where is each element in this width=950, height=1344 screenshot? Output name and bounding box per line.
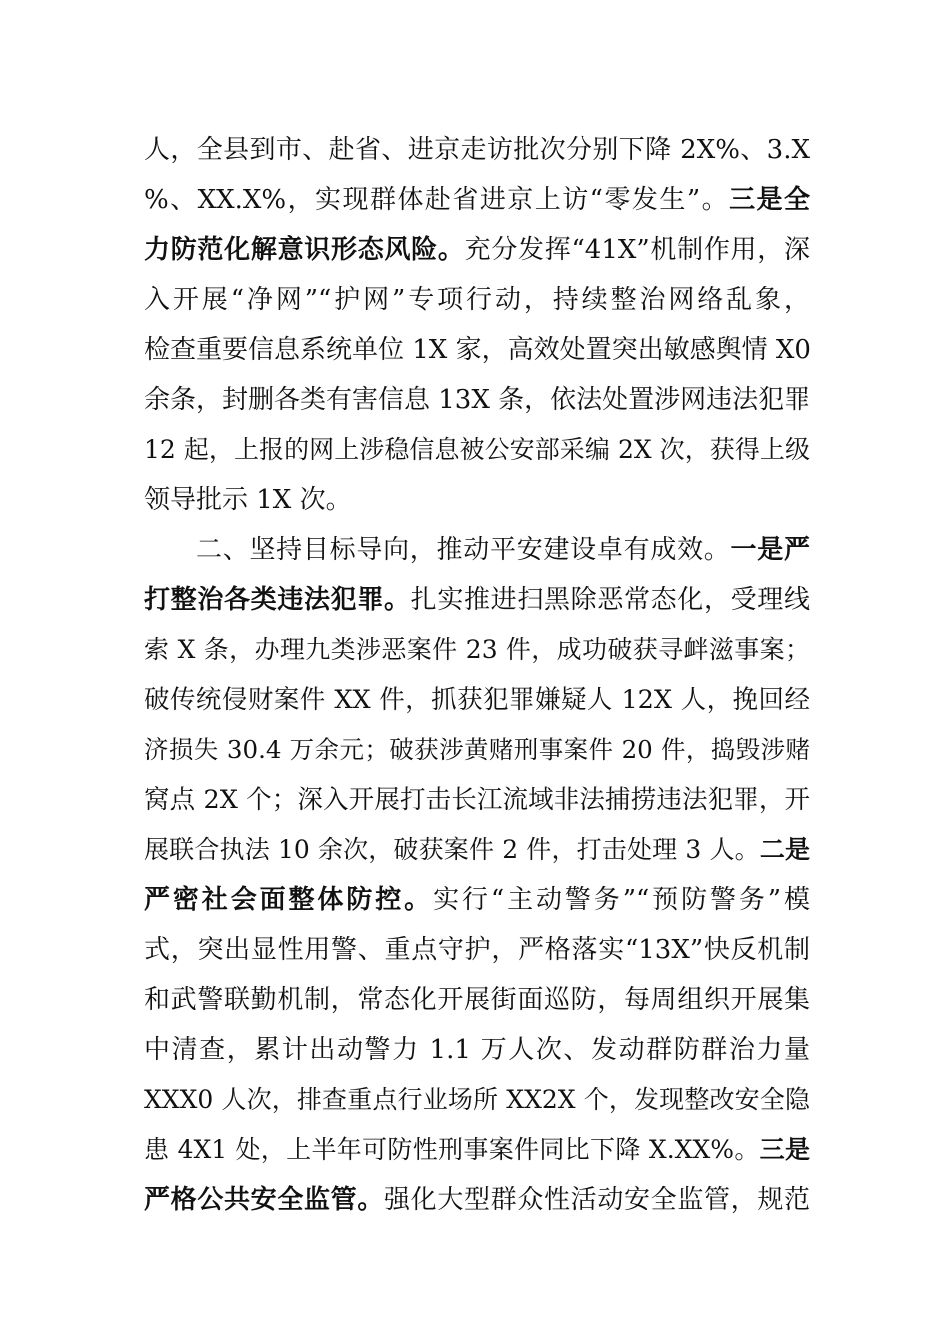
paragraph-first-line xyxy=(196,534,810,566)
text-line xyxy=(144,184,810,216)
text-line xyxy=(144,1034,810,1066)
text-run: 破传统侵财案件 XX 件，抓获犯罪嫌疑人 12X 人，挽回经 xyxy=(144,685,810,715)
text-run: 检查重要信息系统单位 1X 家，高效处置突出敏感舆情 X0 xyxy=(144,335,811,365)
text-run: 余条，封删各类有害信息 13X 条，依法处置涉网违法犯罪 xyxy=(144,385,811,415)
text-run: 12 起，上报的网上涉稳信息被公安部采编 2X 次，获得上级 xyxy=(144,435,810,464)
text-run: 窝点 2X 个；深入开展打击长江流域非法捕捞违法犯罪，开 xyxy=(144,785,810,815)
bold-text-run: 严格公共安全监管。 xyxy=(144,1185,384,1215)
text-line xyxy=(144,1084,810,1116)
bold-text-run: 二是 xyxy=(759,835,810,864)
text-line xyxy=(144,134,810,166)
text-run: 患 4X1 处，上半年可防性刑事案件同比下降 X.XX%。 xyxy=(144,1135,760,1164)
text-line xyxy=(144,584,810,616)
text-line xyxy=(144,634,810,666)
text-line xyxy=(144,734,810,766)
text-run: 实行“主动警务”“预防警务”模 xyxy=(433,885,810,915)
bold-text-run: 三是全 xyxy=(729,185,810,215)
text-run: 展联合执法 10 余次，破获案件 2 件，打击处理 3 人。 xyxy=(144,835,760,864)
text-run: 领导批示 1X 次。 xyxy=(144,485,352,515)
bold-text-run: 力防范化解意识形态风险。 xyxy=(144,235,465,265)
text-line xyxy=(144,484,810,516)
text-run: 济损失 30.4 万余元；破获涉黄赌刑事案件 20 件，捣毁涉赌 xyxy=(144,735,810,764)
text-run: 和武警联勤机制，常态化开展街面巡防，每周组织开展集 xyxy=(144,985,810,1015)
text-line xyxy=(144,434,810,466)
text-run: XXX0 人次，排查重点行业场所 XX2X 个，发现整改安全隐 xyxy=(144,1085,810,1114)
text-line xyxy=(144,934,810,966)
text-line xyxy=(144,834,810,866)
text-run: 强化大型群众性活动安全监管，规范 xyxy=(384,1185,810,1215)
text-run: 充分发挥“41X”机制作用，深 xyxy=(464,235,810,265)
text-run: 中清查，累计出动警力 1.1 万人次、发动群防群治力量 xyxy=(144,1035,810,1065)
text-run: 入开展“净网”“护网”专项行动，持续整治网络乱象， xyxy=(144,285,810,315)
text-line xyxy=(144,984,810,1016)
text-line xyxy=(144,1134,810,1166)
text-run: 二、坚持目标导向，推动平安建设卓有成效。 xyxy=(196,535,731,565)
text-run: 扎实推进扫黑除恶常态化，受理线 xyxy=(410,585,810,615)
text-line xyxy=(144,1184,810,1216)
bold-text-run: 三是 xyxy=(759,1135,810,1164)
text-line xyxy=(144,234,810,266)
text-line xyxy=(144,284,810,316)
bold-text-run: 打整治各类违法犯罪。 xyxy=(144,585,411,615)
text-run: %、XX.X%，实现群体赴省进京上访“零发生”。 xyxy=(144,185,730,215)
text-line xyxy=(144,684,810,716)
text-line xyxy=(144,784,810,816)
bold-text-run: 严密社会面整体防控。 xyxy=(144,885,434,915)
text-run: 式，突出显性用警、重点守护，严格落实“13X”快反机制 xyxy=(144,935,810,965)
text-run: 人，全县到市、赴省、进京走访批次分别下降 2X%、3.X xyxy=(144,135,810,165)
text-run: 索 X 条，办理九类涉恶案件 23 件，成功破获寻衅滋事案； xyxy=(144,635,810,664)
text-line xyxy=(144,884,810,916)
bold-text-run: 一是严 xyxy=(730,535,810,565)
text-line xyxy=(144,334,810,366)
text-line xyxy=(144,384,810,416)
